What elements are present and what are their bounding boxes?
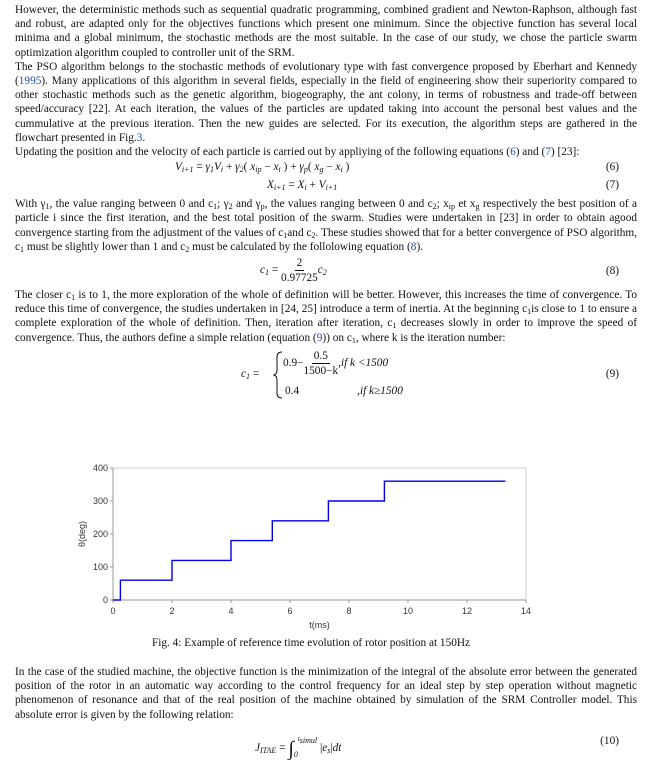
equation-8-body: $c_1$ = $\frac{2}{0.97725}$ $c_2$	[260, 257, 327, 285]
y-axis-label: θ(deg)	[77, 520, 87, 548]
text: respectively the best position of a particle i since the first iteration, and the best total position of the swarm. Studies were undertaken in [23] in order to obtain agood convergence starting from the adjustment of the values of c	[15, 198, 637, 239]
paragraph-5: The closer $c_1$ is to 1, the more exploration of the whole of definition will be better. However, this increases the time of convergence. To reduce this time of convergence, the studies undertaken in [24, 25] introduce a term of inertia. At the beginning $c_1is$ close to 1 to ensure a complete exploration of the whole of definition. Then, iteration after iteration, $c_1$ decreases slowly in order to improve the speed of convergence. Thus, the authors define a simple relation (equation (9)) on $c_1$, where k is the iteration number:	[15, 289, 638, 345]
y-tick-label: 200	[92, 529, 108, 539]
equation-link-8[interactable]: 8	[410, 240, 417, 253]
text: ) [23]:	[550, 146, 580, 159]
equation-8	[15, 254, 637, 288]
text: is to 1, the more exploration of the whole of definition will be better. However, this increases the time of convergence. To reduce this time of convergence, the studies undertaken in [24, 25] introduce a term of inertia. At the beginning c	[15, 289, 637, 316]
case-1-condition: ,if k <1500	[338, 356, 389, 369]
equation-link-9[interactable]: 9	[316, 331, 323, 344]
x-tick-label: 6	[287, 606, 293, 616]
text: , where k is the iteration number:	[355, 331, 506, 344]
paragraph-3	[15, 145, 637, 159]
equation-6	[15, 159, 637, 177]
text: The PSO algorithm belongs to the stochastic methods of evolutionary type with fast convergence proposed by Eberhart and Kennedy (	[15, 60, 637, 88]
figure-4	[0, 458, 622, 658]
text: With γ	[15, 198, 46, 211]
text: , the values ranging between 0 and c	[264, 198, 433, 211]
text: . These studies showed that for a better convergence of PSO algorithm, c	[15, 226, 637, 253]
text: and c	[287, 226, 312, 239]
equation-7-body: $X_{i+1} = X_i + V_{i+1}$	[267, 179, 338, 193]
x-tick-label: 8	[346, 606, 352, 616]
equation-link-7[interactable]: 7	[545, 146, 551, 159]
rotor-position-chart	[0, 458, 622, 636]
text: Updating the position and the velocity of each particle is carried out by appliying of the following equations (	[15, 146, 511, 159]
case-2-value: 0.4	[285, 384, 300, 397]
equation-9-lhs: $c_1$ =	[241, 367, 260, 381]
fraction-denominator: 0.97725	[281, 272, 318, 285]
equation-number-8: (8)	[605, 265, 619, 278]
x-tick-label: 4	[228, 606, 234, 616]
equation-10	[15, 726, 637, 758]
equation-number-6: (6)	[605, 161, 619, 174]
paper-page	[15, 3, 637, 401]
equation-6-body: $V_{i+1} = \gamma_1V_i + \gamma_2$( $x_{ip} - x_i$ ) + $\gamma_p$( $x_g - x_i$ )	[175, 161, 350, 175]
case-2-condition: ,if k≥1500	[357, 384, 403, 397]
lower-section	[15, 665, 637, 758]
fraction-numerator: 0.5	[313, 349, 328, 362]
text: The closer c	[15, 289, 72, 302]
x-tick-label: 2	[169, 606, 175, 616]
equation-link-6[interactable]: 6	[510, 146, 516, 159]
equation-10-body: $J_{ITAE} = \int_0^{t_{simul}}$ $|e_s|dt$	[255, 734, 342, 760]
text: must be calculated by the follolowing equation (	[189, 240, 411, 253]
y-tick-label: 300	[92, 496, 108, 506]
equation-number-9: (9)	[605, 367, 619, 380]
equation-9-case-1	[283, 349, 388, 378]
equation-7	[15, 177, 637, 195]
equation-9-case-2	[285, 384, 403, 398]
paragraph-1: However, the deterministic methods such as sequential quadratic programming, combined gradient and Newton-Raphson, although fast and robust, are adapted only for the objectives functions which present one minimum. Since the objective function has several local minima and a global minimum, the stochastic methods are the most suitable. In the case of our study, we chose the particle swarm optimization algorithm coupled to controller unit of the SRM.	[15, 4, 637, 59]
text: )) on c	[322, 331, 352, 344]
paragraph-4: With $\gamma_1$, the value ranging between 0 and $c_1$; $\gamma_2$ and $\gamma_p$, the values ranging between 0 and $c_2$; $x_{ip}$ et $x_g$ respectively the best position of a particle i since the first iteration, and the best total position of the swarm. Studies were undertaken in [23] in order to obtain agood convergence starting from the adjustment of the values of $c_1and$ $c_2$. These studies showed that for a better convergence of PSO algorithm, $c_1$ must be slightly lower than 1 and $c_2$ must be calculated by the follolowing equation (8).	[15, 198, 637, 254]
x-tick-label: 12	[461, 606, 473, 616]
text: ). Many applications of this algorithm in several fields, especially in the field of engineering show their superiority compared to other stochastic methods such as the genetic algorithm, biogeography, the ant colony, in terms of robustness and trade-off between speed/accuracy [22]. At each iteration, the values of the particles are updated taking into account the personal best values and the cummulative at the previous iteration. Then the new guides are selected. For its execution, the algorithm steps are gathered in the flowchart presented in Fig.	[15, 75, 637, 144]
text: ; x	[436, 198, 449, 211]
y-tick-label: 0	[102, 595, 108, 605]
case-1-constant: 0.9−	[283, 356, 304, 369]
equation-9	[15, 349, 637, 401]
text: et x	[455, 198, 476, 211]
x-tick-label: 14	[520, 606, 532, 616]
text: decreases slowly in order to improve the speed of convergence. Thus, the authors define a simple relation (equation (	[15, 317, 638, 344]
text: must be slightly lower than 1 and c	[24, 240, 186, 253]
paragraph-6: In the case of the studied machine, the objective function is the minimization of the integral of the absolute error between the generated position of the rotor in an automatic way according to the control frequency for an ideal step by step operation without magnetic phenomenon of resonance and that of the real position of the machine obtained by simulation of the SRM Controller model. This absolute error is given by the following relation:	[15, 666, 637, 721]
figure-link[interactable]: 3	[136, 131, 143, 144]
text: ).	[416, 240, 424, 253]
text: , the value ranging between 0 and c	[49, 198, 214, 211]
x-axis-label: t(ms)	[309, 620, 330, 630]
plot-area	[113, 468, 526, 600]
paragraph-2	[15, 60, 637, 145]
text: is close to 1 to ensure a complete exploration of the whole of definition. Then, iteration after iteration, c	[15, 303, 638, 330]
curly-brace	[273, 351, 283, 399]
case-1-fraction	[304, 349, 339, 378]
citation-link-year[interactable]: 1995	[18, 75, 42, 88]
figure-caption: Fig. 4: Example of reference time evolution of rotor position at 150Hz	[151, 637, 471, 649]
text: .	[142, 131, 146, 144]
equation-number-10: (10)	[600, 734, 619, 747]
fraction-numerator: 2	[296, 257, 303, 270]
equation-number-7: (7)	[605, 179, 619, 192]
y-tick-label: 400	[92, 463, 108, 473]
x-tick-label: 10	[402, 606, 414, 616]
y-tick-label: 100	[92, 562, 108, 572]
text: ; γ	[217, 198, 229, 211]
fraction-denominator: 1500−k	[303, 364, 339, 377]
text: ) and (	[515, 146, 546, 159]
text: and γ	[232, 198, 261, 211]
x-tick-label: 0	[110, 606, 116, 616]
equation-8-fraction	[281, 256, 318, 285]
